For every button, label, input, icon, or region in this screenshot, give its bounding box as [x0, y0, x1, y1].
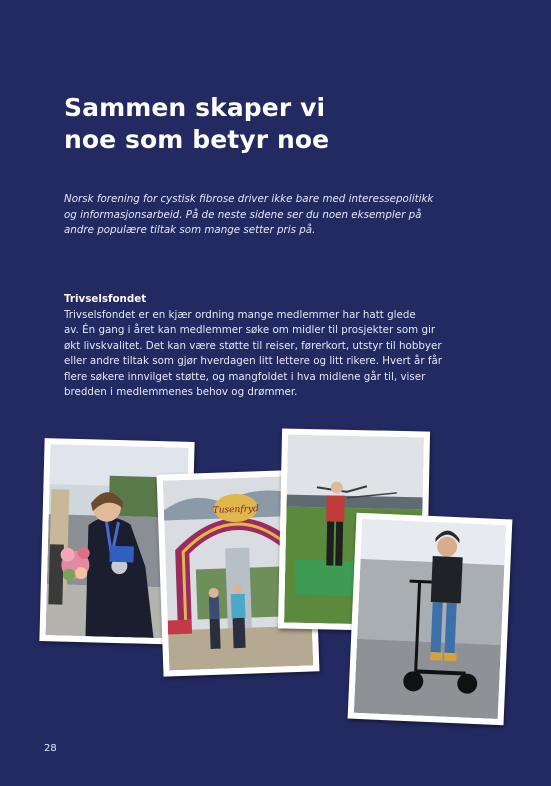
page-number: 28 — [44, 743, 57, 754]
photo-boy-scooter — [348, 513, 513, 726]
photo-scooter-image — [354, 519, 506, 719]
intro-paragraph — [64, 192, 484, 239]
body-line: av. Én gang i året kan medlemmer søke om midler til prosjekter som gir — [64, 324, 436, 336]
body-line: flere søkere innvilget støtte, og mangfoldet i hva midlene går til, viser — [64, 370, 426, 383]
intro-line: og informasjonsarbeid. På de neste sidene ser du noen eksempler på — [64, 208, 422, 221]
park-sign-text: Tusenfryd — [212, 504, 259, 516]
body-line: økt livskvalitet. Det kan være støtte til reiser, førerkort, utstyr til hobbyer — [64, 339, 442, 352]
body-line: bredden i medlemmenes behov og drømmer. — [64, 386, 298, 398]
intro-line: Norsk forening for cystisk fibrose driver ikke bare med interessepolitikk — [64, 193, 434, 205]
section-trivselsfondet — [64, 292, 504, 401]
title-line-1: Sammen skaper vi — [64, 93, 326, 122]
section-body — [64, 308, 504, 401]
intro-line: andre populære tiltak som mange setter pris på. — [64, 224, 316, 236]
body-line: eller andre tiltak som gjør hverdagen litt lettere og litt rikere. Hvert år får — [64, 355, 443, 367]
page-title — [64, 92, 484, 156]
body-line: Trivselsfondet er en kjær ordning mange medlemmer har hatt glede — [64, 308, 416, 321]
title-line-2: noe som betyr noe — [64, 125, 330, 154]
section-heading: Trivselsfondet — [64, 293, 147, 305]
